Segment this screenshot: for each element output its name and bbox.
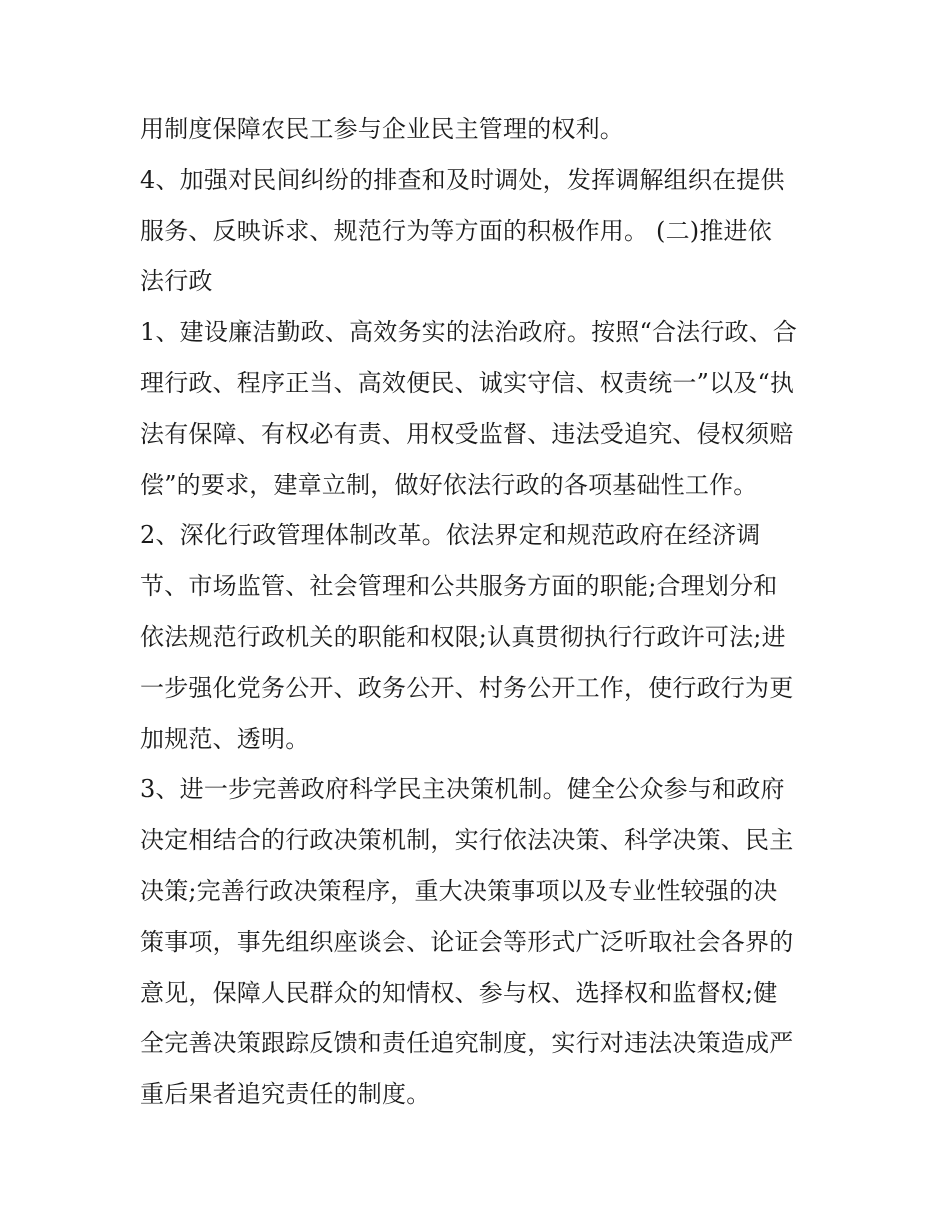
text-line: 重后果者追究责任的制度。	[140, 1080, 431, 1109]
text-line: 节、市场监管、社会管理和公共服务方面的职能;合理划分和	[140, 572, 778, 601]
text-line: 用制度保障农民工参与企业民主管理的权利。	[140, 115, 624, 143]
text-line: 依法规范行政机关的职能和权限;认真贯彻执行行政许可法;进	[140, 622, 786, 651]
text-line: 全完善决策跟踪反馈和责任追究制度，实行对违法决策造成严	[140, 1029, 794, 1058]
text-line: 1、建设廉洁勤政、高效务实的法治政府。按照“合法行政、合	[140, 318, 798, 347]
text-line: 一步强化党务公开、政务公开、村务公开工作，使行政行为更	[140, 673, 794, 702]
text-line: 加规范、透明。	[140, 724, 310, 753]
document-body	[140, 104, 820, 1120]
text-line: 决定相结合的行政决策机制，实行依法决策、科学决策、民主	[140, 826, 794, 855]
text-line: 3、进一步完善政府科学民主决策机制。健全公众参与和政府	[140, 775, 785, 804]
text-line: 法行政	[140, 267, 213, 296]
text-line: 意见，保障人民群众的知情权、参与权、选择权和监督权;健	[140, 978, 778, 1007]
text-line: 策事项，事先组织座谈会、论证会等形式广泛听取社会各界的	[140, 927, 794, 956]
text-line: 决策;完善行政决策程序，重大决策事项以及专业性较强的决	[140, 876, 778, 905]
text-line: 理行政、程序正当、高效便民、诚实守信、权责统一”以及“执	[140, 368, 795, 397]
text-line: 偿”的要求，建章立制，做好依法行政的各项基础性工作。	[140, 470, 758, 499]
text-line: 2、深化行政管理体制改革。依法界定和规范政府在经济调	[140, 521, 761, 550]
text-line: 服务、反映诉求、规范行为等方面的积极作用。 (二)推进依	[140, 216, 772, 245]
text-line: 法有保障、有权必有责、用权受监督、违法受追究、侵权须赔	[140, 419, 794, 448]
text-line: 4、加强对民间纠纷的排查和及时调处，发挥调解组织在提供	[140, 165, 785, 194]
